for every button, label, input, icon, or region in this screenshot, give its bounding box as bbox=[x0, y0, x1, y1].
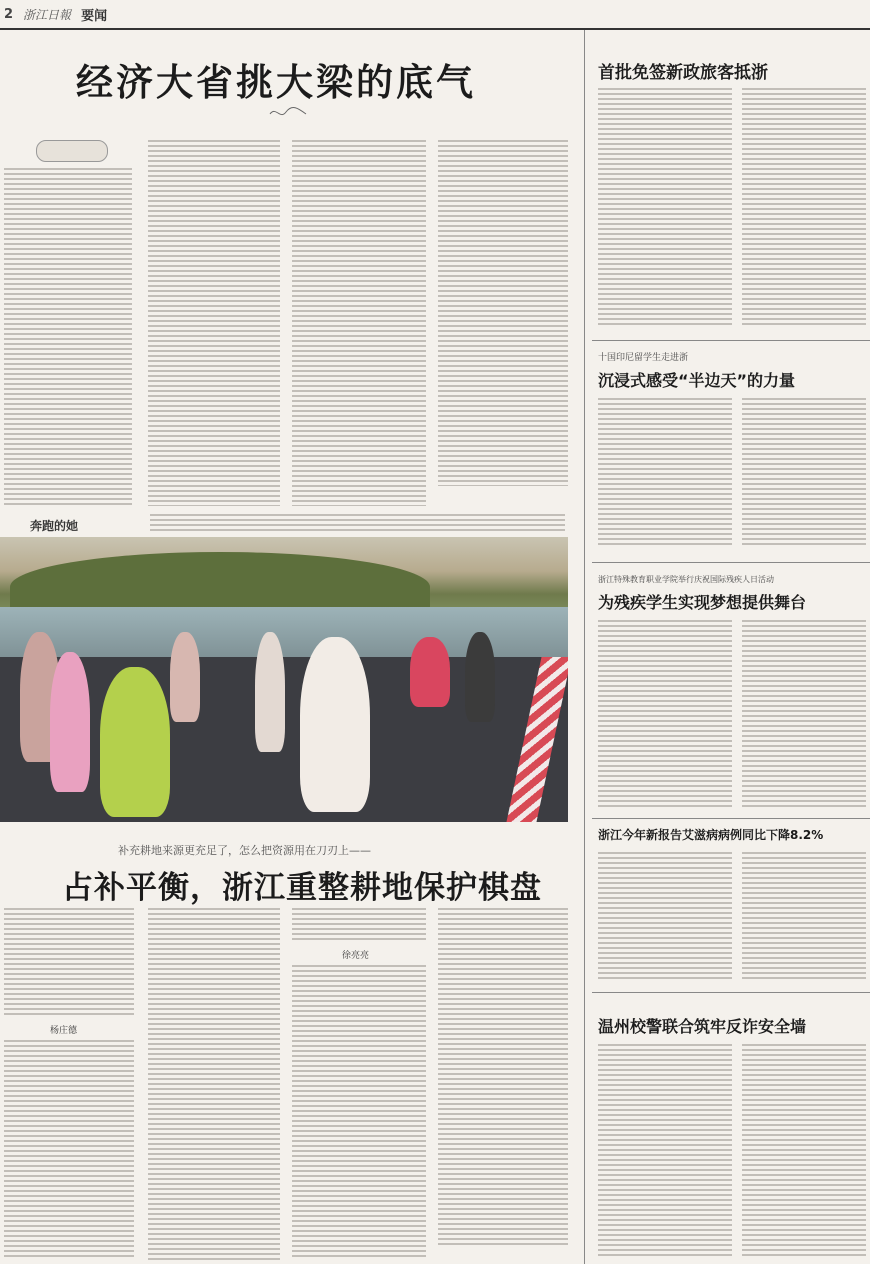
page-number: 2 bbox=[4, 6, 14, 22]
lead-headline: 经济大省挑大梁的底气 bbox=[76, 61, 476, 104]
right-story2-col-b bbox=[742, 398, 866, 548]
lead-column-1 bbox=[4, 168, 132, 506]
signature-mark bbox=[268, 104, 308, 122]
runner bbox=[410, 637, 450, 707]
right-story2-col-a bbox=[598, 398, 732, 548]
runner bbox=[100, 667, 170, 817]
photo-label: 奔跑的她 bbox=[30, 519, 79, 533]
second-column-4 bbox=[438, 908, 568, 1248]
second-column-1 bbox=[4, 908, 134, 1016]
runner bbox=[50, 652, 90, 792]
right-story3-title: 为残疾学生实现梦想提供舞台 bbox=[598, 593, 807, 612]
right-divider bbox=[592, 992, 870, 993]
right-story5-title: 温州校警联合筑牢反诈安全墙 bbox=[598, 1017, 807, 1036]
second-headline: 占补平衡，浙江重整耕地保护棋盘 bbox=[62, 870, 542, 906]
runner bbox=[255, 632, 285, 752]
column-badge bbox=[36, 140, 108, 162]
right-story1-col-b bbox=[742, 88, 866, 326]
lead-column-2 bbox=[148, 140, 280, 506]
lead-column-3 bbox=[292, 140, 426, 506]
right-story5-col-a bbox=[598, 1044, 732, 1256]
right-divider bbox=[592, 340, 870, 341]
section-name: 要闻 bbox=[81, 8, 108, 24]
right-story1-title: 首批免签新政旅客抵浙 bbox=[598, 63, 768, 83]
second-column-3b bbox=[292, 965, 426, 1260]
second-column-3a bbox=[292, 908, 426, 940]
right-story4-title: 浙江今年新报告艾滋病病例同比下降8.2% bbox=[598, 828, 824, 842]
right-story3-kicker: 浙江特殊教育职业学院举行庆祝国际残疾人日活动 bbox=[598, 575, 774, 584]
runner bbox=[465, 632, 495, 722]
right-divider bbox=[592, 562, 870, 563]
masthead bbox=[0, 0, 870, 30]
second-byline-left: 杨庄德 bbox=[50, 1026, 78, 1036]
right-story3-col-b bbox=[742, 620, 866, 810]
right-story4-col-b bbox=[742, 852, 866, 980]
lead-column-4 bbox=[438, 140, 568, 486]
right-story2-title: 沉浸式感受“半边天”的力量 bbox=[598, 371, 796, 390]
runner bbox=[170, 632, 200, 722]
runner bbox=[300, 637, 370, 812]
marathon-photo bbox=[0, 537, 568, 822]
right-story5-col-b bbox=[742, 1044, 866, 1256]
second-column-2 bbox=[148, 908, 280, 1260]
second-byline-mid: 徐亮亮 bbox=[342, 951, 370, 961]
second-kicker: 补充耕地来源更充足了，怎么把资源用在刀刃上—— bbox=[118, 844, 371, 857]
right-story1-col-a bbox=[598, 88, 732, 326]
second-column-1b bbox=[4, 1040, 134, 1260]
right-story3-col-a bbox=[598, 620, 732, 810]
right-divider bbox=[592, 818, 870, 819]
right-story2-kicker: 十国印尼留学生走进浙 bbox=[598, 353, 689, 363]
paper-name: 浙江日報 bbox=[23, 7, 72, 22]
photo-caption bbox=[150, 514, 565, 534]
column-divider bbox=[584, 30, 585, 1264]
right-story4-col-a bbox=[598, 852, 732, 980]
